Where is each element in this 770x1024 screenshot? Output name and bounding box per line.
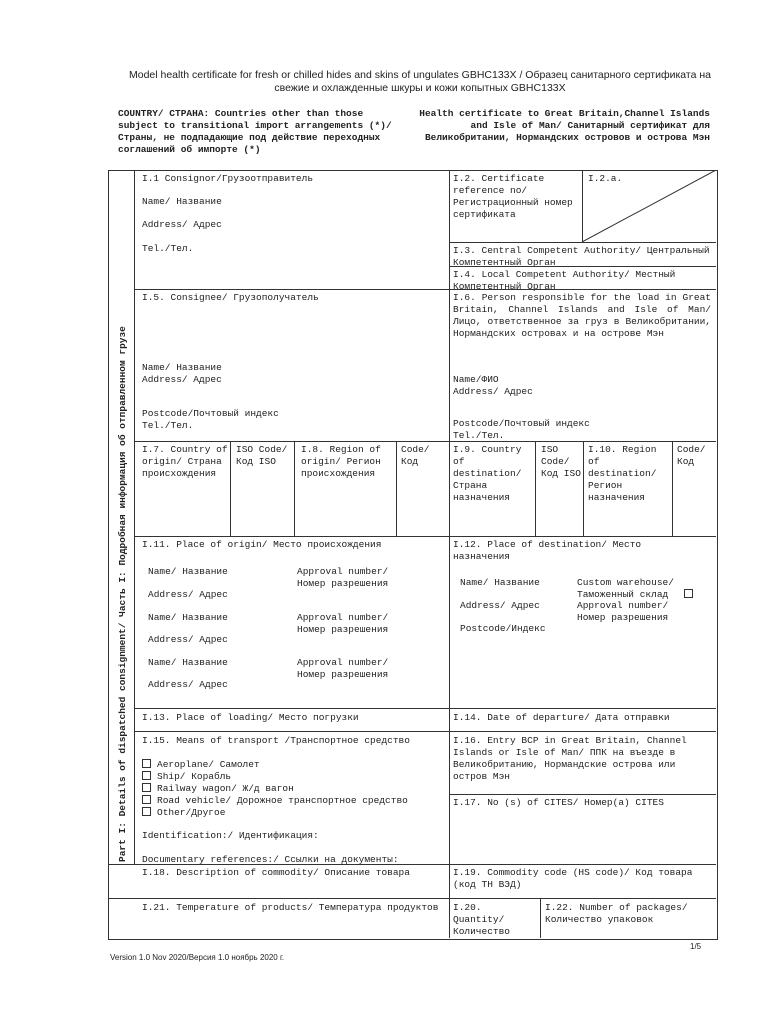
quantity-label: I.20. Quantity/ Количество bbox=[453, 902, 511, 937]
country-destination-label: I.9. Country of destination/ Страна назначения bbox=[453, 444, 522, 503]
col-line bbox=[583, 441, 584, 536]
option-label: Other/Другое bbox=[157, 807, 226, 818]
origin-approval-2: Approval number/ Номер разрешения bbox=[297, 612, 389, 635]
consignee-tel: Tel./Тел. bbox=[142, 420, 194, 431]
row-line bbox=[108, 898, 716, 899]
commodity-code-label: I.19. Commodity code (HS code)/ Код товара (код ТН ВЭД) bbox=[453, 867, 693, 890]
consignee-label: I.5. Consignee/ Грузополучатель bbox=[142, 292, 319, 303]
row-line bbox=[134, 441, 716, 442]
col-line bbox=[535, 441, 536, 536]
row-line bbox=[134, 708, 716, 709]
certificate-header: Health certificate to Great Britain,Channel Islands and Isle of Man/ Санитарный сертификат для Великобритании, Нормандских островов и острова Мэн bbox=[419, 108, 710, 143]
col-line bbox=[230, 441, 231, 536]
checkbox-icon[interactable] bbox=[142, 795, 151, 804]
place-origin-label: I.11. Place of origin/ Место происхождения bbox=[142, 539, 382, 550]
transport-option-road[interactable] bbox=[142, 795, 408, 807]
origin-name-3: Name/ Название bbox=[148, 657, 228, 668]
part-label: Part I: Details of dispatched consignment/ Часть I: Подробная информация об отправленном грузе bbox=[117, 326, 128, 862]
local-authority-label: I.4. Local Competent Authority/ Местный Компетентный Орган bbox=[453, 269, 676, 292]
responsible-name: Name/ФИО bbox=[453, 374, 499, 385]
country-origin-label: I.7. Country of origin/ Страна происхождения bbox=[142, 444, 228, 479]
destination-approval: Approval number/ Номер разрешения bbox=[577, 600, 669, 623]
origin-address-1: Address/ Адрес bbox=[148, 589, 228, 600]
part-divider bbox=[134, 170, 135, 864]
commodity-description-label: I.18. Description of commodity/ Описание товара bbox=[142, 867, 410, 878]
responsible-address: Address/ Адрес bbox=[453, 386, 533, 397]
row-line bbox=[449, 266, 716, 267]
identification-label: Identification:/ Идентификация: bbox=[142, 830, 319, 841]
transport-option-ship[interactable] bbox=[142, 771, 408, 783]
option-label: Road vehicle/ Дорожное транспортное средство bbox=[157, 795, 408, 806]
consignee-postcode: Postcode/Почтовый индекс bbox=[142, 408, 279, 419]
destination-postcode: Postcode/Индекс bbox=[460, 623, 546, 634]
page-number: 1/5 bbox=[690, 942, 702, 951]
checkbox-icon[interactable] bbox=[142, 783, 151, 792]
option-label: Ship/ Корабль bbox=[157, 771, 232, 782]
consignee-name: Name/ Название bbox=[142, 362, 222, 373]
entry-bcp-label: I.16. Entry BCP in Great Britain, Channel Islands or Isle of Man/ ППК на въезде в Великобританию, Нормандские острова или остров Мэн bbox=[453, 735, 687, 782]
cert-ref-label: I.2. Certificate reference no/ Регистрационный номер сертификата bbox=[453, 173, 573, 220]
transport-label: I.15. Means of transport /Транспортное средство bbox=[142, 735, 410, 746]
origin-approval-3: Approval number/ Номер разрешения bbox=[297, 657, 389, 680]
consignor-address: Address/ Адрес bbox=[142, 219, 222, 230]
row-line bbox=[134, 731, 716, 732]
origin-approval-1: Approval number/ Номер разрешения bbox=[297, 566, 389, 589]
iso-code-origin: ISO Code/ Код ISO bbox=[236, 444, 288, 467]
code-origin: Code/ Код bbox=[401, 444, 430, 467]
row-line bbox=[134, 289, 716, 290]
checkbox-icon[interactable] bbox=[142, 759, 151, 768]
destination-address: Address/ Адрес bbox=[460, 600, 540, 611]
region-destination-label: I.10. Region of destination/ Регион назначения bbox=[588, 444, 657, 503]
origin-name-2: Name/ Название bbox=[148, 612, 228, 623]
custom-warehouse-label: Custom warehouse/ Таможенный склад bbox=[577, 577, 674, 600]
col-line bbox=[540, 898, 541, 938]
col-line bbox=[396, 441, 397, 536]
origin-name-1: Name/ Название bbox=[148, 566, 228, 577]
transport-option-aeroplane[interactable] bbox=[142, 759, 408, 771]
transport-option-other[interactable] bbox=[142, 807, 408, 819]
transport-option-rail[interactable] bbox=[142, 783, 408, 795]
documentary-references-label: Documentary references:/ Ссылки на документы: bbox=[142, 854, 399, 865]
checkbox-icon[interactable] bbox=[142, 771, 151, 780]
consignor-tel: Tel./Тел. bbox=[142, 243, 194, 254]
row-line bbox=[449, 794, 716, 795]
custom-warehouse-checkbox[interactable] bbox=[684, 589, 693, 598]
code-destination: Code/ Код bbox=[677, 444, 706, 467]
transport-options bbox=[142, 759, 408, 819]
version-footer: Version 1.0 Nov 2020/Версия 1.0 ноябрь 2020 г. bbox=[110, 953, 285, 962]
option-label: Railway wagon/ Ж/д вагон bbox=[157, 783, 294, 794]
central-authority-label: I.3. Central Competent Authority/ Центральный Компетентный Орган bbox=[453, 245, 710, 268]
responsible-tel: Tel./Тел. bbox=[453, 430, 505, 441]
responsible-person-label: I.6. Person responsible for the load in Great Britain, Channel Islands and Isle of Man/ Лицо, ответственное за груз в Великобритании, Нормандских островах и на острове Мэн bbox=[453, 292, 711, 339]
country-header: COUNTRY/ СТРАНА: Countries other than those subject to transitional import arrangements (*)/Страны, не подпадающие под действие переходных соглашений об импорте (*) bbox=[118, 108, 392, 155]
packages-label: I.22. Number of packages/ Количество упаковок bbox=[545, 902, 688, 925]
region-origin-label: I.8. Region of origin/ Регион происхождения bbox=[301, 444, 381, 479]
option-label: Aeroplane/ Самолет bbox=[157, 759, 260, 770]
col-line bbox=[672, 441, 673, 536]
origin-address-3: Address/ Адрес bbox=[148, 679, 228, 690]
place-destination-label: I.12. Place of destination/ Место назначения bbox=[453, 539, 642, 562]
place-loading-label: I.13. Place of loading/ Место погрузки bbox=[142, 712, 359, 723]
responsible-postcode: Postcode/Почтовый индекс bbox=[453, 418, 590, 429]
temperature-label: I.21. Temperature of products/ Температура продуктов bbox=[142, 902, 439, 913]
departure-date-label: I.14. Date of departure/ Дата отправки bbox=[453, 712, 670, 723]
row-line bbox=[108, 864, 716, 865]
center-divider bbox=[449, 170, 450, 938]
origin-address-2: Address/ Адрес bbox=[148, 634, 228, 645]
consignor-name: Name/ Название bbox=[142, 196, 222, 207]
cites-label: I.17. No (s) of CITES/ Номер(а) CITES bbox=[453, 797, 664, 808]
cert-i2a-label: I.2.a. bbox=[588, 173, 623, 184]
cross-out-line bbox=[582, 170, 716, 242]
row-line bbox=[134, 536, 716, 537]
iso-code-destination: ISO Code/ Код ISO bbox=[541, 444, 581, 479]
checkbox-icon[interactable] bbox=[142, 807, 151, 816]
row-line bbox=[449, 242, 716, 243]
consignor-label: I.1 Consignor/Грузоотправитель bbox=[142, 173, 314, 184]
destination-name: Name/ Название bbox=[460, 577, 540, 588]
document-title: Model health certificate for fresh or chilled hides and skins of ungulates GBHC133X / Образец санитарного сертификата на свежие и охлажденные шкуры и кожи копытных GBHC133X bbox=[128, 69, 712, 94]
consignee-address: Address/ Адрес bbox=[142, 374, 222, 385]
col-line bbox=[294, 441, 295, 536]
